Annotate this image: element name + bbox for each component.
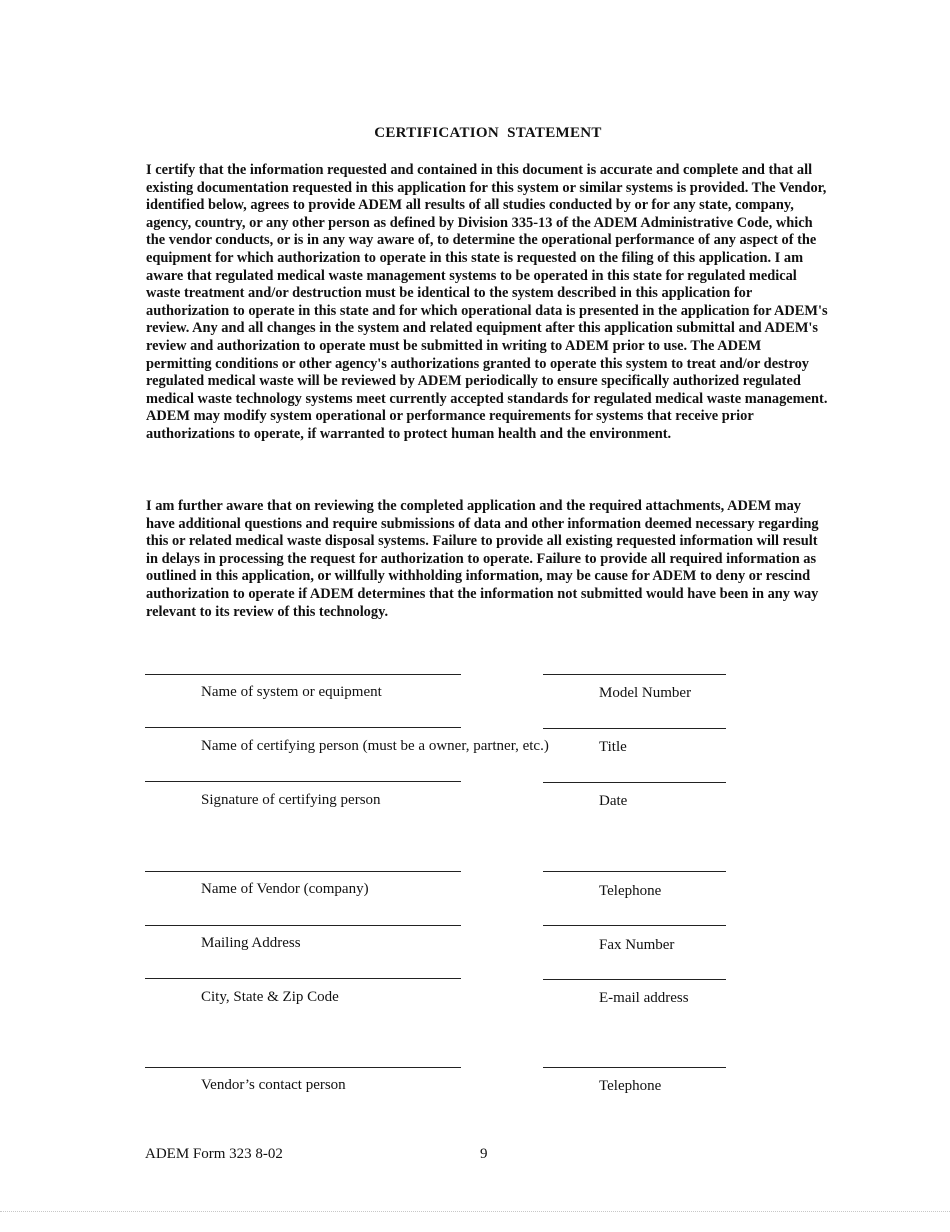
model-number-label: Model Number xyxy=(599,685,692,701)
certification-paragraph-2: I am further aware that on reviewing the completed application and the required attachments, ADEM may have additional questions and require submissions of data and other information deemed necessary regarding this or related medical waste disposal systems. Failure to provide all existing requested information will result in delays in processing the request for authorization to operate. Failure to provide all required information as outlined in this application, or willfully withholding information, may be cause for ADEM to deny or rescind authorization to operate if ADEM determines that the information not submitted would have been in any way relevant to its review of this technology. xyxy=(146,498,819,620)
date-line xyxy=(543,782,726,783)
telephone-label-1: Telephone xyxy=(599,883,662,899)
email-label: E-mail address xyxy=(599,990,689,1006)
certifying-person-line xyxy=(145,727,461,728)
contact-person-line xyxy=(145,1067,461,1068)
fax-number-line xyxy=(543,925,726,926)
date-label: Date xyxy=(599,793,628,809)
fax-number-label: Fax Number xyxy=(599,937,675,953)
email-line xyxy=(543,979,726,980)
mailing-address-label: Mailing Address xyxy=(201,935,301,951)
scan-edge-line xyxy=(0,1211,950,1212)
model-number-line xyxy=(543,674,726,675)
title-label: Title xyxy=(599,739,627,755)
system-name-label: Name of system or equipment xyxy=(201,684,382,700)
vendor-name-label: Name of Vendor (company) xyxy=(201,881,369,897)
city-state-zip-line xyxy=(145,978,461,979)
certifying-person-label: Name of certifying person (must be a owner, partner, etc.) xyxy=(201,738,549,754)
mailing-address-line xyxy=(145,925,461,926)
telephone-line-1 xyxy=(543,871,726,872)
city-state-zip-label: City, State & Zip Code xyxy=(201,989,339,1005)
form-identifier: ADEM Form 323 8-02 xyxy=(145,1146,283,1162)
page-title: CERTIFICATION STATEMENT xyxy=(374,125,602,141)
system-name-line xyxy=(145,674,461,675)
telephone-label-2: Telephone xyxy=(599,1078,662,1094)
certification-paragraph-1: I certify that the information requested and contained in this document is accurate and complete and that all existing documentation requested in this application for this system or similar systems is provided. The Vendor, identified below, agrees to provide ADEM all results of all studies conducted by or for any state, company, agency, country, or any other person as defined by Division 335-13 of the ADEM Administrative Code, which the vendor conducts, or is in any way aware of, to determine the operational performance of any aspect of the equipment for which authorization to operate in this state is requested on the filing of this application. I am aware that regulated medical waste management systems to be operated in this state for regulated medical waste treatment and/or destruction must be identical to the system described in this application for authorization to operate in this state and for which operational data is presented in the application for ADEM's review. Any and all changes in the system and related equipment after this application submittal and ADEM's review and authorization to operate must be submitted in writing to ADEM prior to use. The ADEM permitting conditions or other agency's authorizations granted to operate this system to treat and/or destroy regulated medical waste will be reviewed by ADEM periodically to ensure specifically authorized regulated medical waste technology systems meet currently accepted standards for regulated medical waste management. ADEM may modify system operational or performance requirements for systems that receive prior authorizations to operate, if warranted to protect human health and the environment. xyxy=(146,162,828,442)
telephone-line-2 xyxy=(543,1067,726,1068)
contact-person-label: Vendor’s contact person xyxy=(201,1077,346,1093)
page-number: 9 xyxy=(480,1146,488,1162)
signature-label: Signature of certifying person xyxy=(201,792,381,808)
title-line xyxy=(543,728,726,729)
vendor-name-line xyxy=(145,871,461,872)
signature-line xyxy=(145,781,461,782)
